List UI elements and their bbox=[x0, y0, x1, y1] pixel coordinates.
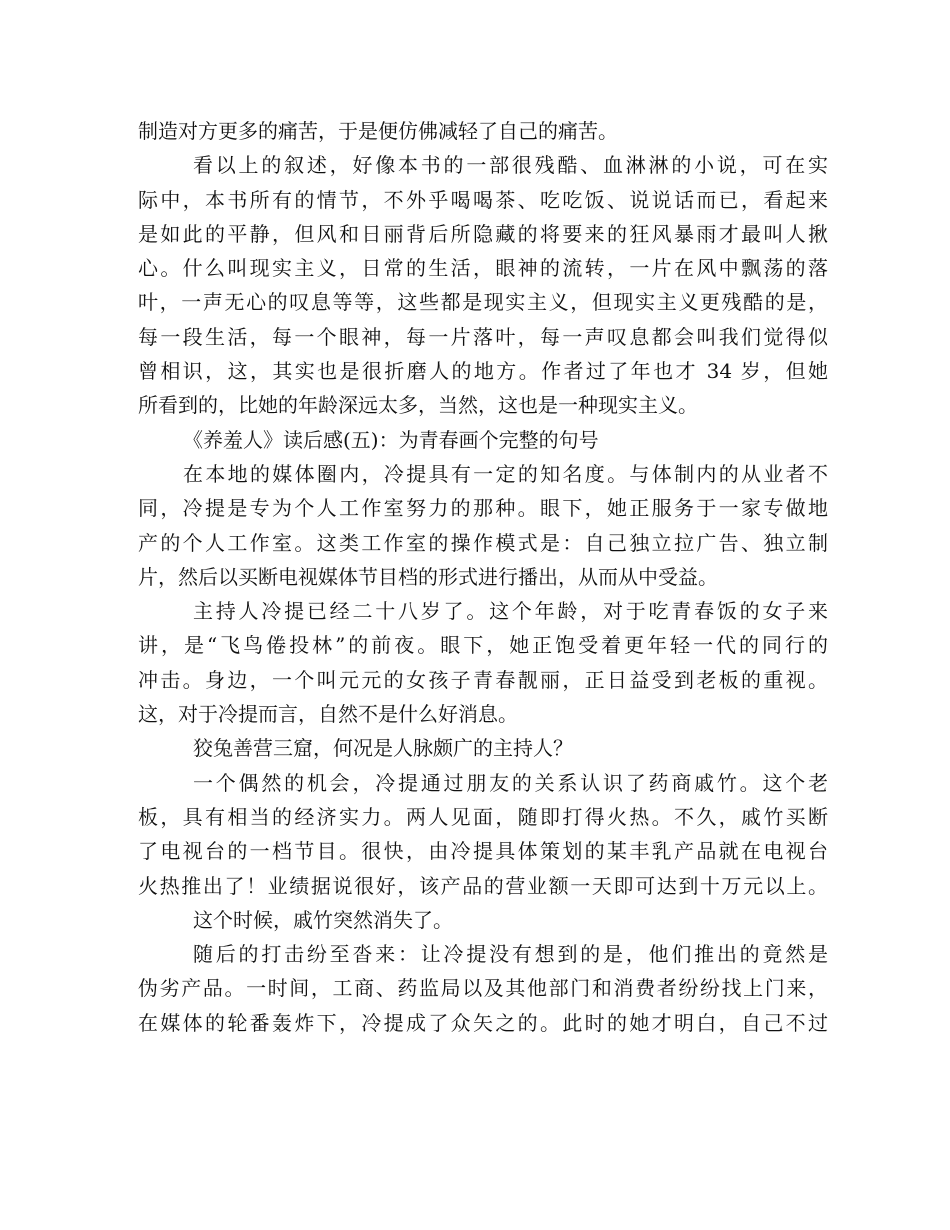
paragraph-first-line: 随后的打击纷至沓来：让冷提没有想到的是，他们推出的竟然是 bbox=[193, 942, 828, 967]
text-line: 了电视台的一档节目。很快，由冷提具体策划的某丰乳产品就在电视台 bbox=[138, 839, 828, 864]
text-line: 板，具有相当的经济实力。两人见面，随即打得火热。不久，戚竹买断 bbox=[138, 804, 828, 829]
text-line: 产的个人工作室。这类工作室的操作模式是：自己独立拉广告、独立制 bbox=[138, 530, 828, 555]
text-line: 叶，一声无心的叹息等等，这些都是现实主义，但现实主义更残酷的是， bbox=[138, 290, 828, 315]
text-line: 这，对于冷提而言，自然不是什么好消息。 bbox=[138, 702, 518, 727]
text-line: 伪劣产品。一时间，工商、药监局以及其他部门和消费者纷纷找上门来， bbox=[138, 976, 828, 1001]
text-line: 际中，本书所有的情节，不外乎喝喝茶、吃吃饭、说说话而已，看起来 bbox=[138, 187, 828, 212]
text-line: 每一段生活，每一个眼神，每一片落叶，每一声叹息都会叫我们觉得似 bbox=[138, 324, 828, 349]
text-line: 火热推出了！业绩据说很好，该产品的营业额一天即可达到十万元以上。 bbox=[138, 873, 828, 898]
paragraph-first-line: 在本地的媒体圈内，冷提具有一定的知名度。与体制内的从业者不 bbox=[183, 461, 828, 486]
text-line: 心。什么叫现实主义，日常的生活，眼神的流转，一片在风中飘荡的落 bbox=[138, 256, 828, 281]
paragraph-first-line: 主持人冷提已经二十八岁了。这个年龄，对于吃青春饭的女子来 bbox=[193, 599, 828, 624]
text-line: 曾相识，这，其实也是很折磨人的地方。作者过了年也才 34 岁，但她 bbox=[138, 359, 828, 384]
text-line: 同，冷提是专为个人工作室努力的那种。眼下，她正服务于一家专做地 bbox=[138, 496, 828, 521]
section-heading: 《养羞人》读后感(五)：为青春画个完整的句号 bbox=[183, 427, 599, 452]
text-line: 是如此的平静，但风和日丽背后所隐藏的将要来的狂风暴雨才最叫人揪 bbox=[138, 221, 828, 246]
text-line: 所看到的，比她的年龄深远太多，当然，这也是一种现实主义。 bbox=[138, 393, 698, 418]
paragraph-line: 狡兔善营三窟，何况是人脉颇广的主持人？ bbox=[193, 736, 573, 761]
document-body bbox=[138, 114, 828, 1040]
text-line: 在媒体的轮番轰炸下，冷提成了众矢之的。此时的她才明白，自己不过 bbox=[138, 1010, 828, 1035]
paragraph-first-line: 一个偶然的机会，冷提通过朋友的关系认识了药商戚竹。这个老 bbox=[193, 770, 828, 795]
text-line: 讲，是“飞鸟倦投林”的前夜。眼下，她正饱受着更年轻一代的同行的 bbox=[138, 633, 828, 658]
text-line: 冲击。身边，一个叫元元的女孩子青春靓丽，正日益受到老板的重视。 bbox=[138, 667, 828, 692]
paragraph-line: 这个时候，戚竹突然消失了。 bbox=[193, 907, 453, 932]
paragraph-first-line: 看以上的叙述，好像本书的一部很残酷、血淋淋的小说，可在实 bbox=[193, 153, 828, 178]
text-line: 片，然后以买断电视媒体节目档的形式进行播出，从而从中受益。 bbox=[138, 564, 718, 589]
text-line: 制造对方更多的痛苦，于是便仿佛减轻了自己的痛苦。 bbox=[138, 119, 618, 143]
